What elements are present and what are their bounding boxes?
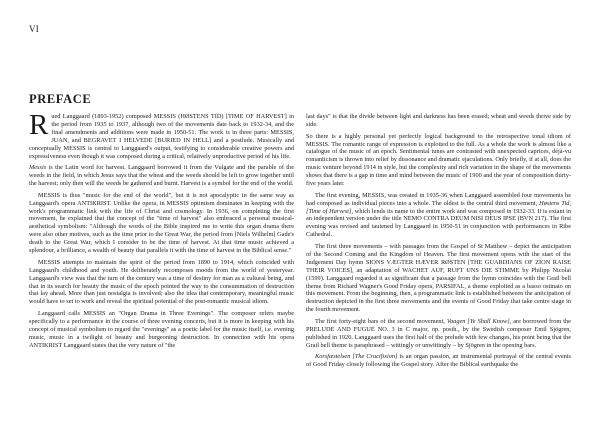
page-title: PREFACE [29,92,92,106]
paragraph [306,318,571,350]
paragraph: last days" is that the divide between light and darkness has been erased; wheat and weeds thrive side by side. [306,113,571,128]
paragraph-text: are borrowed from the PRELUDE AND FUGUE NO. 3 in C major, op. posth., by the Swedish composer Emil Sjögren, published in 1920. Langgaard uses the first half of the prelude with few changes, his point being that the Grail bell theme is paraphrased – wittingly or unwittingly – by Sjögren in the opening bars. [306,317,571,349]
paragraph-text: ued Langgaard (1893-1952) composed MESSIS (HØSTENS TID) [TIME OF HARVEST] in the period from 1935 to 1937, although two of the movements date back to 1932-34, and the final amendments and additions were made in 1950-51. The work is in three parts: MESSIS, JUAN, and BEGRAVET I HELVEDE [BURIED IN HELL] and a postlude. Musically and conceptually MESSIS is central to Langgaard's output, testifying to considerable creative powers and expressiveness even though it was composed during a critical, relatively unproductive period of his life. [29,113,294,160]
paragraph: Langgaard calls MESSIS an "Organ Drama in Three Evenings". The composer refers maybe specifically to a performance in the course of three evening concerts, but it is more in keeping with his concept of musical symbolism to regard the "evenings" as a poetic label for the music itself, i.e. evening music, music in a twilight of beauty and burgeoning destruction. In connection with his opera ANTIKRIST Langgaard states that the very nature of "the [29,310,294,349]
paragraph-text: is the Latin word for harvest. Langgaard borrowed it from the Vulgate and the parable of the weeds in the field, in which Jesus says that the wheat and the weeds should be left to grow together until the harvest; only then will the weeds be gathered and burnt. Harvest is a symbol for the end of the world. [29,164,294,188]
italic-title: Vaagen [Ye Shall Know], [446,317,512,325]
paragraph: The first three movements – with passages from the Gospel of St Matthew – depict the anticipation of the Second Coming and the Kingdom of Heaven. The first movement opens with the start of the Judgement Day hymn SIONS VÆGTER HÆVER RØSTEN [THE GUARDIANS OF ZION RAISE THEIR VOICES], an adaptation of WACHET AUF, RUFT UNS DIE STIMME by Philipp Nicolai (1599). Langgaard regarded it as significant that a passage from the hymn coincides with the Grail bell theme from Richard Wagner's Good Friday opera, PARSIFAL, a theme exploited as a basso ostinato on this movement. From the beginning, then, a programmatic link is established between the anticipation of destruction depicted in the first three movements and the events of Good Friday that take centre stage in the fourth movement. [306,242,571,314]
paragraph-text: which lends its name to the entire work and was composed in 1932-33. It is extant in an independent version under the title NEMO CONTRA DEUM NISI DEUS IPSE (BVN 217). The first evening was revised and tautened by Langgaard in 1950-51 in conjunction with performances in Ribe Cathedral. [306,207,571,239]
drop-cap: R [29,113,49,141]
italic-title: Høstens Tid, [Time of Harvest], [306,199,571,215]
paragraph-text: The first forty-eight bars of the second movement, [315,317,447,325]
paragraph: MESSIS attempts to maintain the spirit of the period from 1890 to 1914, which coincided with Langgaard's childhood and youth. He deliberately recomposes moods from the world of yesteryear. Langgaard's view was that the turn of the century was a time of destiny for man as a cultural being, and that in its search for beauty the music of the epoch pointed the way to the consummation of destruction that lay ahead. More than just nostalgia is involved; also the idea that contemporary, meaningful music would have to set to work and reveal the spiritual potential of the post-romantic musical idiom. [29,258,294,306]
page-number: VI [29,24,40,34]
paragraph [306,353,571,369]
left-column [29,113,294,423]
paragraph [29,164,294,188]
paragraph: So there is a highly personal yet perfectly logical background to the retrospective tonal idiom of MESSIS. The romantic range of expression is exploited to the full. As a whole the work is almost like a catalogue of the music of an epoch. Sentimental tunes are contrasted with unexpected caprices, déjà-vu romanticism is thrown into relief by dissonance and dramatic ejaculations. Only briefly, if at all, does the music venture beyond 1914 in style, but the complexity and rich variation in the shape of the movements shows that there is a gap in time and mind between the music of 1900 and the year of composition thirty-five years later. [306,132,571,188]
paragraph-text: The first evening, MESSIS, was created in 1935-36 when Langgaard assembled four movements he had composed as individual pieces into a whole. The oldest is the central third movement, [306,191,571,207]
paragraph [306,192,571,239]
paragraph: MESSIS is thus "music for the end of the world", but it is not apocalyptic in the same way as Langgaard's opera ANTIKRIST. Unlike the opera, in MESSIS optimism dominates in keeping with the work's programmatic link with the life of Christ and cosmology. In 1936, on completing the first movement, he explained that the concept of the "time of harvest" also embraced a personal musical-aesthetical symbolism: "Although the words of the Bible inspired me to write this organ drama there were also other motives, such as the time prior to the Great War, the period from [Niels Wilhelm] Gade's death to the Great War, which I consider to be the time of harvest. At that time music achieved a splendour, a brilliance, a wealth of beauty that parallels it with the time of harvest in the Biblical sense." [29,191,294,255]
italic-term: Messis [29,164,47,172]
right-column [306,113,571,423]
italic-title: Korsfæstelsen [The Crucifixion] [315,353,398,361]
paragraph [29,113,294,160]
paragraph-text: is an organ passion, an instrumental portrayal of the central events of Good Friday closely following the Gospel story. After the Biblical earthquake the [306,353,571,369]
